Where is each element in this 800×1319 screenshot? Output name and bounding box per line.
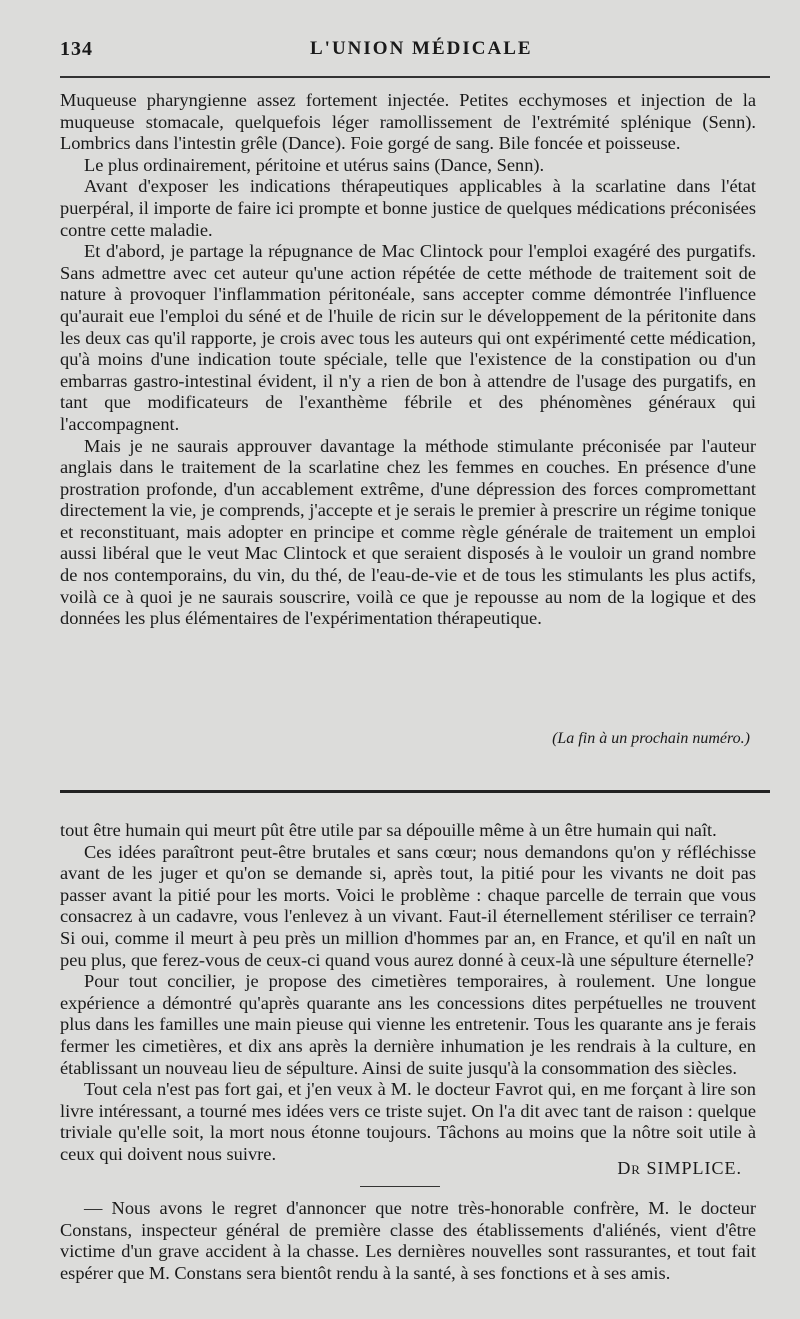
running-head: L'UNION MÉDICALE (310, 38, 533, 59)
article-paragraph: Muqueuse pharyngienne assez fortement injectée. Petites ecchymoses et injection de la muqueuse stomacale, quelquefois léger ramollissement de l'extrémité splénique (Senn). Lombrics dans l'intestin grêle (Dance). Foie gorgé de sang. Bile foncée et poisseuse. (60, 90, 756, 154)
feuilleton-rule (60, 790, 770, 793)
page-number: 134 (60, 38, 93, 60)
feuilleton-paragraph: Ces idées paraîtront peut-être brutales et sans cœur; nous demandons qu'on y réfléchisse avant de les juger et qu'on se demande si, après tout, la pitié pour les vivants ne doit pas passer avant la pitié pour les morts. Voici le problème : chaque parcelle de terrain que vous consacrez à un cadavre, vous l'enlevez à un vivant. Faut-il éternellement stériliser ce terrain? Si oui, comme il meurt à peu près un million d'hommes par an, en France, et qu'il en naît un peu plus, que ferez-vous de ceux-ci quand vous aurez donné à ceux-là une sépulture éternelle? (60, 841, 756, 970)
article-paragraph: Et d'abord, je partage la répugnance de Mac Clintock pour l'emploi exagéré des purgatifs. Sans admettre avec cet auteur qu'une action répétée de cette méthode de traitement soit de nature à provoquer l'inflammation péritonéale, sans accepter comme démontrée l'influence qu'aurait eue l'emploi du séné et de l'huile de ricin sur le développement de la péritonite dans les deux cas qu'il rapporte, je crois avec tous les auteurs qui ont expérimenté cette médication, qu'à moins d'une indication toute spéciale, telle que l'existence de la constipation ou d'un embarras gastro-intestinal évident, il n'y a rien de bon à attendre de l'usage des purgatifs, en tant que modificateurs de l'exanthème fébrile et des phénomènes généraux qui l'accompagnent. (60, 241, 756, 434)
page-header (60, 38, 760, 68)
feuilleton-body (60, 820, 756, 1166)
feuilleton-paragraph: tout être humain qui meurt pût être utile par sa dépouille même à un être humain qui naît. (60, 820, 717, 840)
article-body (60, 90, 756, 630)
author-signature: Dr SIMPLICE. (617, 1158, 742, 1178)
news-paragraph: — Nous avons le regret d'annoncer que notre très-honorable confrère, M. le docteur Constans, inspecteur général de première classe des établissements d'aliénés, vient d'être victime d'un grave accident à la chasse. Les dernières nouvelles sont rassurantes, et tout fait espérer que M. Constans sera bientôt rendu à la santé, à ses fonctions et à ses amis. (60, 1198, 756, 1283)
continued-note: (La fin à un prochain numéro.) (552, 730, 750, 747)
section-divider (360, 1186, 440, 1187)
header-rule (60, 76, 770, 78)
article-paragraph: Le plus ordinairement, péritoine et utérus sains (Dance, Senn). (84, 154, 545, 175)
feuilleton-paragraph: Pour tout concilier, je propose des cimetières temporaires, à roulement. Une longue expérience a démontré qu'après quarante ans les concessions dites perpétuelles ne trouvent plus dans les familles une main pieuse qui vienne les entretenir. Tous les quarante ans je ferais fermer les cimetières, et dix ans après la dernière inhumation je les rendrais à la culture, en établissant un nouveau lieu de sépulture. Ainsi de suite jusqu'à la consommation des siècles. (60, 971, 756, 1078)
feuilleton-paragraph: Tout cela n'est pas fort gai, et j'en veux à M. le docteur Favrot qui, en me forçant à lire son livre intéressant, a tourné mes idées vers ce triste sujet. On l'a dit avec tant de raison : quelque triviale qu'elle soit, la mort nous étonne toujours. Tâchons au moins que la nôtre soit utile à ceux qui doivent nous suivre. (60, 1079, 756, 1164)
article-paragraph: Mais je ne saurais approuver davantage la méthode stimulante préconisée par l'auteur anglais dans le traitement de la scarlatine chez les femmes en couches. En présence d'une prostration profonde, d'un accablement extrême, d'une dépression des forces compromettant directement la vie, je comprends, j'accepte et je serais le premier à prescrire un régime tonique et reconstituant, mais adopter en principe et comme règle générale de traitement un emploi aussi libéral que le veut Mac Clintock et que seraient disposés à le vouloir un grand nombre de nos contemporains, du vin, du thé, de l'eau-de-vie et de tous les stimulants les plus actifs, voilà ce à quoi je ne saurais souscrire, voilà ce que je repousse au nom de la logique et des données les plus élémentaires de l'expérimentation thérapeutique. (60, 435, 756, 629)
news-body (60, 1198, 756, 1284)
article-paragraph: Avant d'exposer les indications thérapeutiques applicables à la scarlatine dans l'état puerpéral, il importe de faire ici prompte et bonne justice de quelques médications préconisées contre cette maladie. (60, 176, 756, 240)
